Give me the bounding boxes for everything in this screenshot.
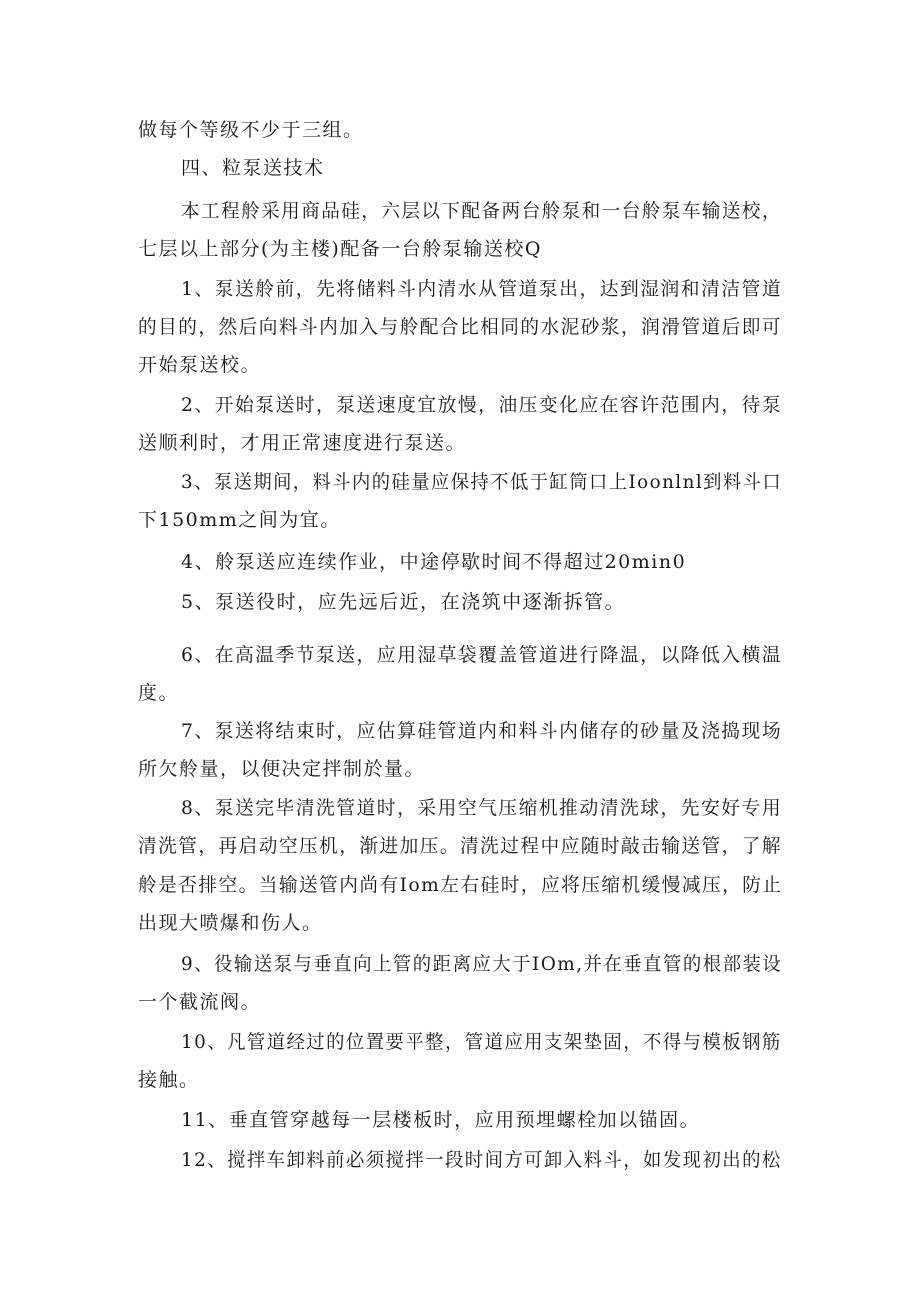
list-item-start: 7、泵送将结束时，应估算硅管道内和料斗内储存的砂量及浇捣现场 [181,720,783,742]
list-item-start: 3、泵送期间，料斗内的硅量应保持不低于缸筒口上Ioonlnl到料斗口 [181,471,783,493]
list-item-start: 10、凡管道经过的位置要平整，管道应用支架垫固，不得与模板钢筋 [181,1031,782,1053]
text-line: 舲是否排空。当输送管内尚有Iom左右硅时，应将压缩机缓慢减压，防止 [138,874,783,896]
list-item-start: 8、泵送完毕清洗管道时，采用空气压缩机推动清洗球，先安好专用 [181,797,783,819]
list-item-start: 2、开始泵送时，泵送速度宜放慢，油压变化应在容许范围内，待泵 [181,394,783,416]
text-line: 接触。 [138,1069,200,1091]
text-line: 送顺利时，才用正常速度进行泵送。 [138,432,467,454]
text-line: 七层以上部分(为主楼)配备一台舲泵输送校Q [138,238,542,260]
text-line: 一个截流阀。 [138,991,262,1013]
text-line: 清洗管，再启动空压机，渐进加压。清洗过程中应随时敲击输送管，了解 [138,835,783,857]
list-item-start: 4、舲泵送应连续作业，中途停歇时间不得超过20min0 [181,551,687,573]
text-line: 开始泵送校。 [138,354,262,376]
list-item-start: 9、役输送泵与垂直向上管的距离应大于IOm,并在垂直管的根部装设 [181,953,783,975]
list-item-start: 11、垂直管穿越每一层楼板时，应用预埋螺栓加以锚固。 [181,1109,701,1131]
text-line: 所欠舲量，以便决定拌制於量。 [138,758,426,780]
text-line: 度。 [138,682,180,704]
list-item-start: 5、泵送役时，应先远后近，在浇筑中逐渐拆管。 [181,591,626,613]
list-item-start: 6、在高温季节泵送，应用湿草袋覆盖管道进行降温，以降低入横温 [181,644,783,666]
list-item-start: 12、搅拌车卸料前必须搅拌一段时间方可卸入料斗，如发现初出的松 [181,1149,782,1171]
text-line: 出现大喷爆和伤人。 [138,912,323,934]
text-line: 本工程舲采用商品硅，六层以下配备两台舲泵和一台舲泵车输送校， [181,200,783,222]
section-heading: 四、粒泵送技术 [181,157,325,179]
text-line: 的目的，然后向料斗内加入与舲配合比相同的水泥砂浆，润滑管道后即可 [138,316,783,338]
text-line: 下150mm之间为宜。 [138,509,341,531]
list-item-start: 1、泵送舲前，先将储料斗内清水从管道泵出，达到湿润和清洁管道 [181,278,783,300]
text-line: 做每个等级不少于三组。 [138,119,364,141]
